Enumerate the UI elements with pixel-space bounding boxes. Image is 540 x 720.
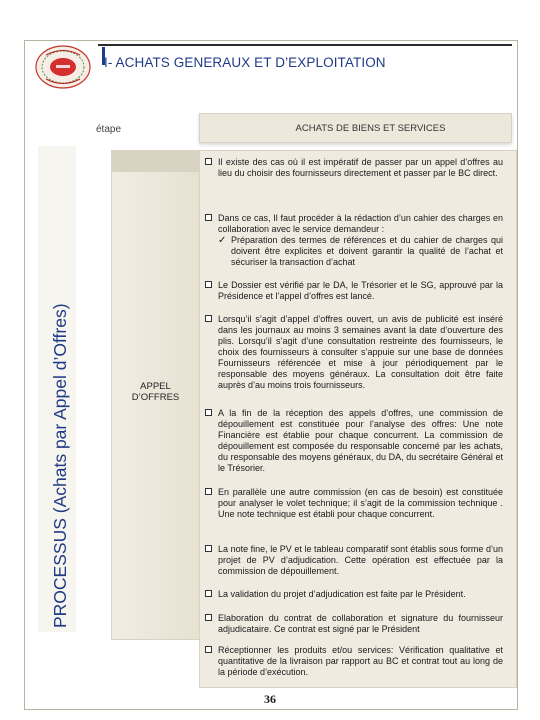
list-item-text: La note fine, le PV et le tableau comparatif sont établis sous forme d’un projet de PV d’adjudication. Cette opération est effectuée par la commission de dépouillement. [218,544,503,576]
process-vertical-label: PROCESSUS (Achats par Appel d’Offres) [49,303,70,628]
list-item-text: Il existe des cas où il est impératif de passer par un appel d’offres au lieu du choisir des fournisseurs directement et passer par le BC direct. [218,157,503,178]
list-item [205,487,503,520]
header-rule [98,44,512,46]
list-item-text: La validation du projet d’adjudication est faite par le Président. [218,589,466,599]
checkbox-bullet-icon [205,158,212,165]
checkbox-bullet-icon [205,315,212,322]
organization-seal-logo-icon [34,44,92,90]
page-number: 36 [264,692,276,706]
step-label [111,381,200,403]
list-item-text: Réceptionner les produits et/ou services: Vérification qualitative et quantitative de la livraison par rapport au BC et contrat tout au long de la période d’exécution. [218,645,503,677]
list-item [205,613,503,635]
list-item-text: Elaboration du contrat de collaboration et signature du fournisseur adjudicataire. Ce contrat est signé par le Président [218,613,503,634]
step-column-top-band [111,150,200,172]
list-item [205,589,503,600]
checkbox-bullet-icon [205,545,212,552]
list-item-text: Dans ce cas, Il faut procéder à la rédaction d’un cahier des charges en collaboration avec le service demandeur : [218,213,503,234]
checkbox-bullet-icon [205,488,212,495]
list-item-text: Le Dossier est vérifié par le DA, le Trésorier et le SG, approuvé par la Présidence et l’appel d’offres est lancé. [218,280,503,301]
step-label-line-1: APPEL [140,381,171,392]
list-item [205,408,503,474]
list-item [205,157,503,179]
list-item-text: Lorsqu’il s’agit d’appel d’offres ouvert, un avis de publicité est inséré dans les journaux au moins 3 semaines avant la date d’ouverture des plis. Lorsqu’il s’agit d’une consultation restreinte des fournisseurs, le choix des fournisseurs à consulter s’appuie sur une base de données Fournisseurs référencée et mise à jour périodiquement par le responsable des moyens généraux. La consultation doit être faite auprès d’au moins trois fournisseurs. [218,314,503,390]
column-header [199,113,512,143]
sub-list-item-text: Préparation des termes de références et du cahier de charges qui doivent être explicites et doivent garantir la qualité de l’achat et sécuriser la transaction d’achat [231,235,503,267]
checkbox-bullet-icon [205,281,212,288]
checkbox-bullet-icon [205,646,212,653]
sub-list-item [218,235,503,268]
list-item-text: A la fin de la réception des appels d’offres, une commission de dépouillement est constituée pour l’analyse des offres: Une note Financière est établie pour chaque concurrent. La commission de dépouillement est composée du responsable concerné par les achats, du responsable des moyens généraux, du DA, du secrétaire Général et le Trésorier. [218,408,503,473]
list-item [205,544,503,577]
list-item [205,280,503,302]
checkbox-bullet-icon [205,590,212,597]
checkbox-bullet-icon [205,614,212,621]
list-item [205,314,503,391]
checkbox-bullet-icon [205,214,212,221]
list-item [205,213,503,268]
list-item-text: En parallèle une autre commission (en cas de besoin) est constituée pour analyser le volet technique; il s’agit de la commission technique . Une note technique est établi pour chaque concurrent. [218,487,503,519]
document-title: I- ACHATS GENERAUX ET D’EXPLOITATION [104,55,386,70]
step-label-line-2: D’OFFRES [131,392,180,403]
checkmark-icon: ✓ [218,235,227,246]
checkbox-bullet-icon [205,409,212,416]
etape-label: étape [96,124,122,135]
list-item [205,645,503,678]
column-header-text: ACHATS DE BIENS ET SERVICES [295,122,446,134]
